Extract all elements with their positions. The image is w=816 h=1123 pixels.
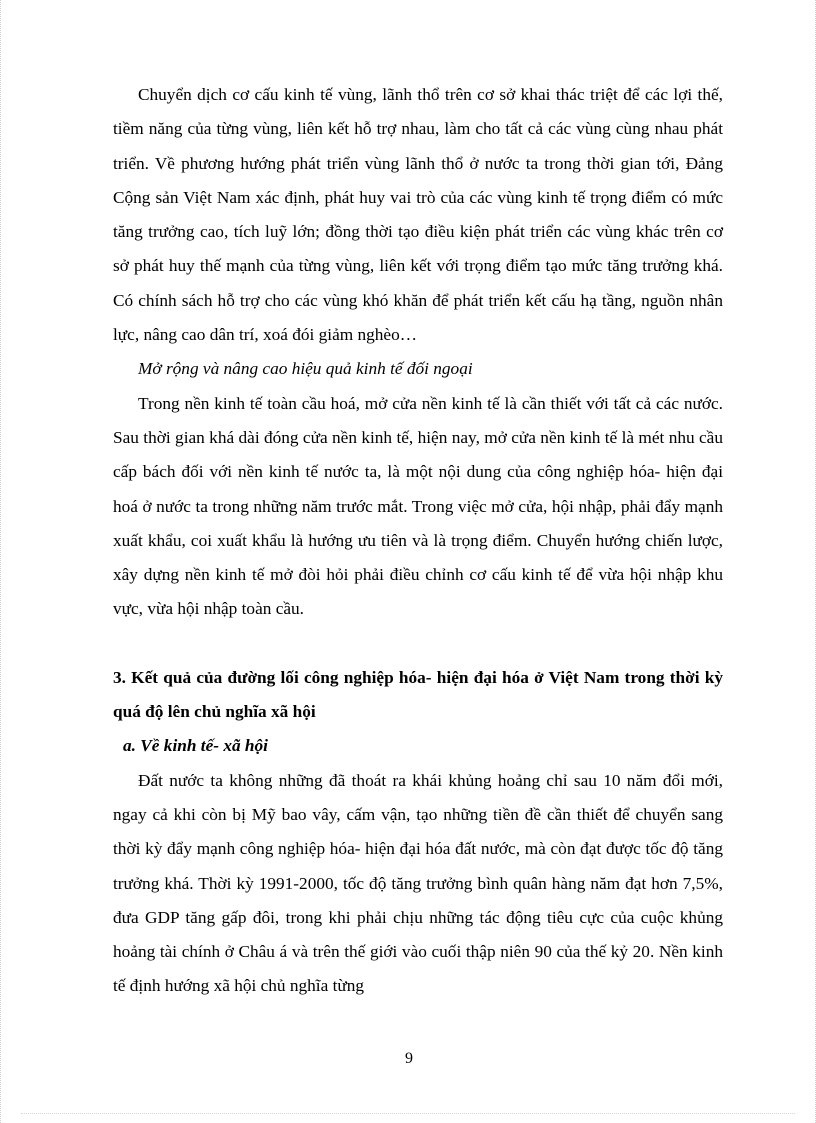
paragraph-results: Đất nước ta không những đã thoát ra khái khủng hoảng chỉ sau 10 năm đổi mới, ngay cả khi còn bị Mỹ bao vây, cấm vận, tạo những tiền đề cần thiết để chuyển sang thời kỳ đẩy mạnh công nghiệp hóa- hiện đại hóa đất nước, mà còn đạt được tốc độ tăng trưởng khá. Thời kỳ 1991-2000, tốc độ tăng trưởng bình quân hàng năm đạt hơn 7,5%, đưa GDP tăng gấp đôi, trong khi phải chịu những tác động tiêu cực của cuộc khủng hoảng tài chính ở Châu á và trên thế giới vào cuối thập niên 90 của thế kỷ 20. Nền kinh tế định hướng xã hội chủ nghĩa từng bbox=[113, 770, 723, 996]
page-number: 9 bbox=[405, 1050, 413, 1067]
section-heading: 3. Kết quả của đường lối công nghiệp hóa- hiện đại hóa ở Việt Nam trong thời kỳ quá độ lên chủ nghĩa xã hội bbox=[113, 667, 723, 722]
paragraph-regional-restructuring: Chuyển dịch cơ cấu kinh tế vùng, lãnh thổ trên cơ sở khai thác triệt để các lợi thế, tiềm năng của từng vùng, liên kết hỗ trợ nhau, làm cho tất cả các vùng cùng nhau phát triển. Về phương hướng phát triển vùng lãnh thổ ở nước ta trong thời gian tới, Đảng Cộng sản Việt Nam xác định, phát huy vai trò của các vùng kinh tế trọng điểm có mức tăng trưởng cao, tích luỹ lớn; đồng thời tạo điều kiện phát triển các vùng khác trên cơ sở phát huy thế mạnh của từng vùng, liên kết với trọng điểm tạo mức tăng trưởng khá. Có chính sách hỗ trợ cho các vùng khó khăn để phát triển kết cấu hạ tầng, nguồn nhân lực, nâng cao dân trí, xoá đói giảm nghèo… bbox=[113, 85, 723, 345]
page-bottom-border bbox=[21, 1113, 795, 1114]
page-content bbox=[113, 78, 723, 1004]
spacer bbox=[113, 627, 723, 661]
paragraph-economic-opening: Trong nền kinh tế toàn cầu hoá, mở cửa nền kinh tế là cần thiết với tất cả các nước. Sau thời gian khá dài đóng cửa nền kinh tế, hiện nay, mở cửa nền kinh tế là mét nhu cầu cấp bách đối với nền kinh tế nước ta, là một nội dung của công nghiệp hóa- hiện đại hoá ở nước ta trong những năm trước mắt. Trong việc mở cửa, hội nhập, phải đẩy mạnh xuất khẩu, coi xuất khẩu là hướng ưu tiên và là trọng điểm. Chuyển hướng chiến lược, xây dựng nền kinh tế mở đòi hỏi phải điều chỉnh cơ cấu kinh tế để vừa hội nhập khu vực, vừa hội nhập toàn cầu. bbox=[113, 393, 723, 619]
subsection-heading: a. Về kinh tế- xã hội bbox=[123, 736, 268, 756]
italic-heading-external-economy: Mở rộng và nâng cao hiệu quả kinh tế đối ngoại bbox=[138, 359, 473, 379]
